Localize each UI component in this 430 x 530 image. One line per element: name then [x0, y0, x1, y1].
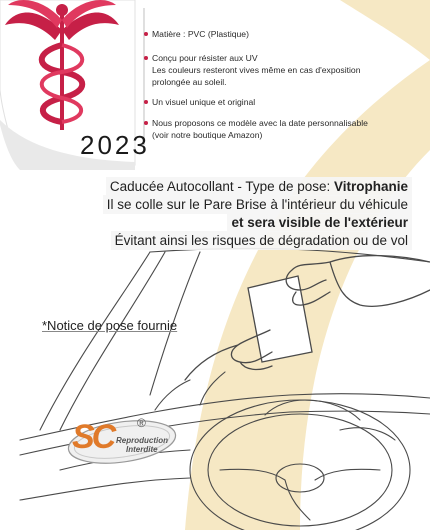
sc-logo-letters: SC — [72, 418, 114, 456]
bullet-dot — [144, 32, 148, 36]
feature-custom-date — [152, 118, 368, 129]
description-line-2: Il se colle sur le Pare Brise à l'intérieur du véhicule — [103, 195, 412, 214]
feature-text: Conçu pour résister aux UV — [152, 53, 258, 63]
description-line-4: Évitant ainsi les risques de dégradation ou de vol — [111, 231, 412, 250]
description-line-1 — [106, 177, 412, 196]
bullet-dot — [144, 121, 148, 125]
logo-interdite: Interdite — [126, 445, 158, 454]
feature-text: Matière : PVC (Plastique) — [152, 29, 249, 39]
registered-mark: ® — [137, 416, 146, 430]
feature-amazon — [152, 130, 262, 141]
feature-text: Les couleurs resteront vives même en cas d'exposition — [152, 65, 361, 75]
feature-uv — [152, 53, 258, 64]
bullet-dot — [144, 100, 148, 104]
logo-reproduction: Reproduction — [116, 436, 168, 445]
visible-outside: et sera visible de l'extérieur — [231, 215, 408, 230]
notice-text: *Notice de pose fournie — [42, 318, 178, 333]
pose-type: Vitrophanie — [333, 179, 408, 194]
feature-material — [152, 29, 249, 40]
beige-band-top — [340, 0, 430, 60]
bullet-dot — [144, 56, 148, 60]
description-line-3 — [227, 213, 412, 232]
feature-text: Un visuel unique et original — [152, 97, 256, 107]
feature-text: (voir notre boutique Amazon) — [152, 130, 263, 140]
feature-unique — [152, 97, 255, 108]
sticker-year: 2023 — [80, 130, 150, 160]
feature-sun — [152, 77, 227, 88]
feature-colors — [152, 65, 360, 76]
feature-text: prolongée au soleil. — [152, 77, 227, 87]
sc-logo — [66, 414, 178, 470]
description-prefix: Caducée Autocollant - Type de pose: — [109, 179, 334, 194]
feature-text: Nous proposons ce modèle avec la date personnalisable — [152, 118, 368, 128]
